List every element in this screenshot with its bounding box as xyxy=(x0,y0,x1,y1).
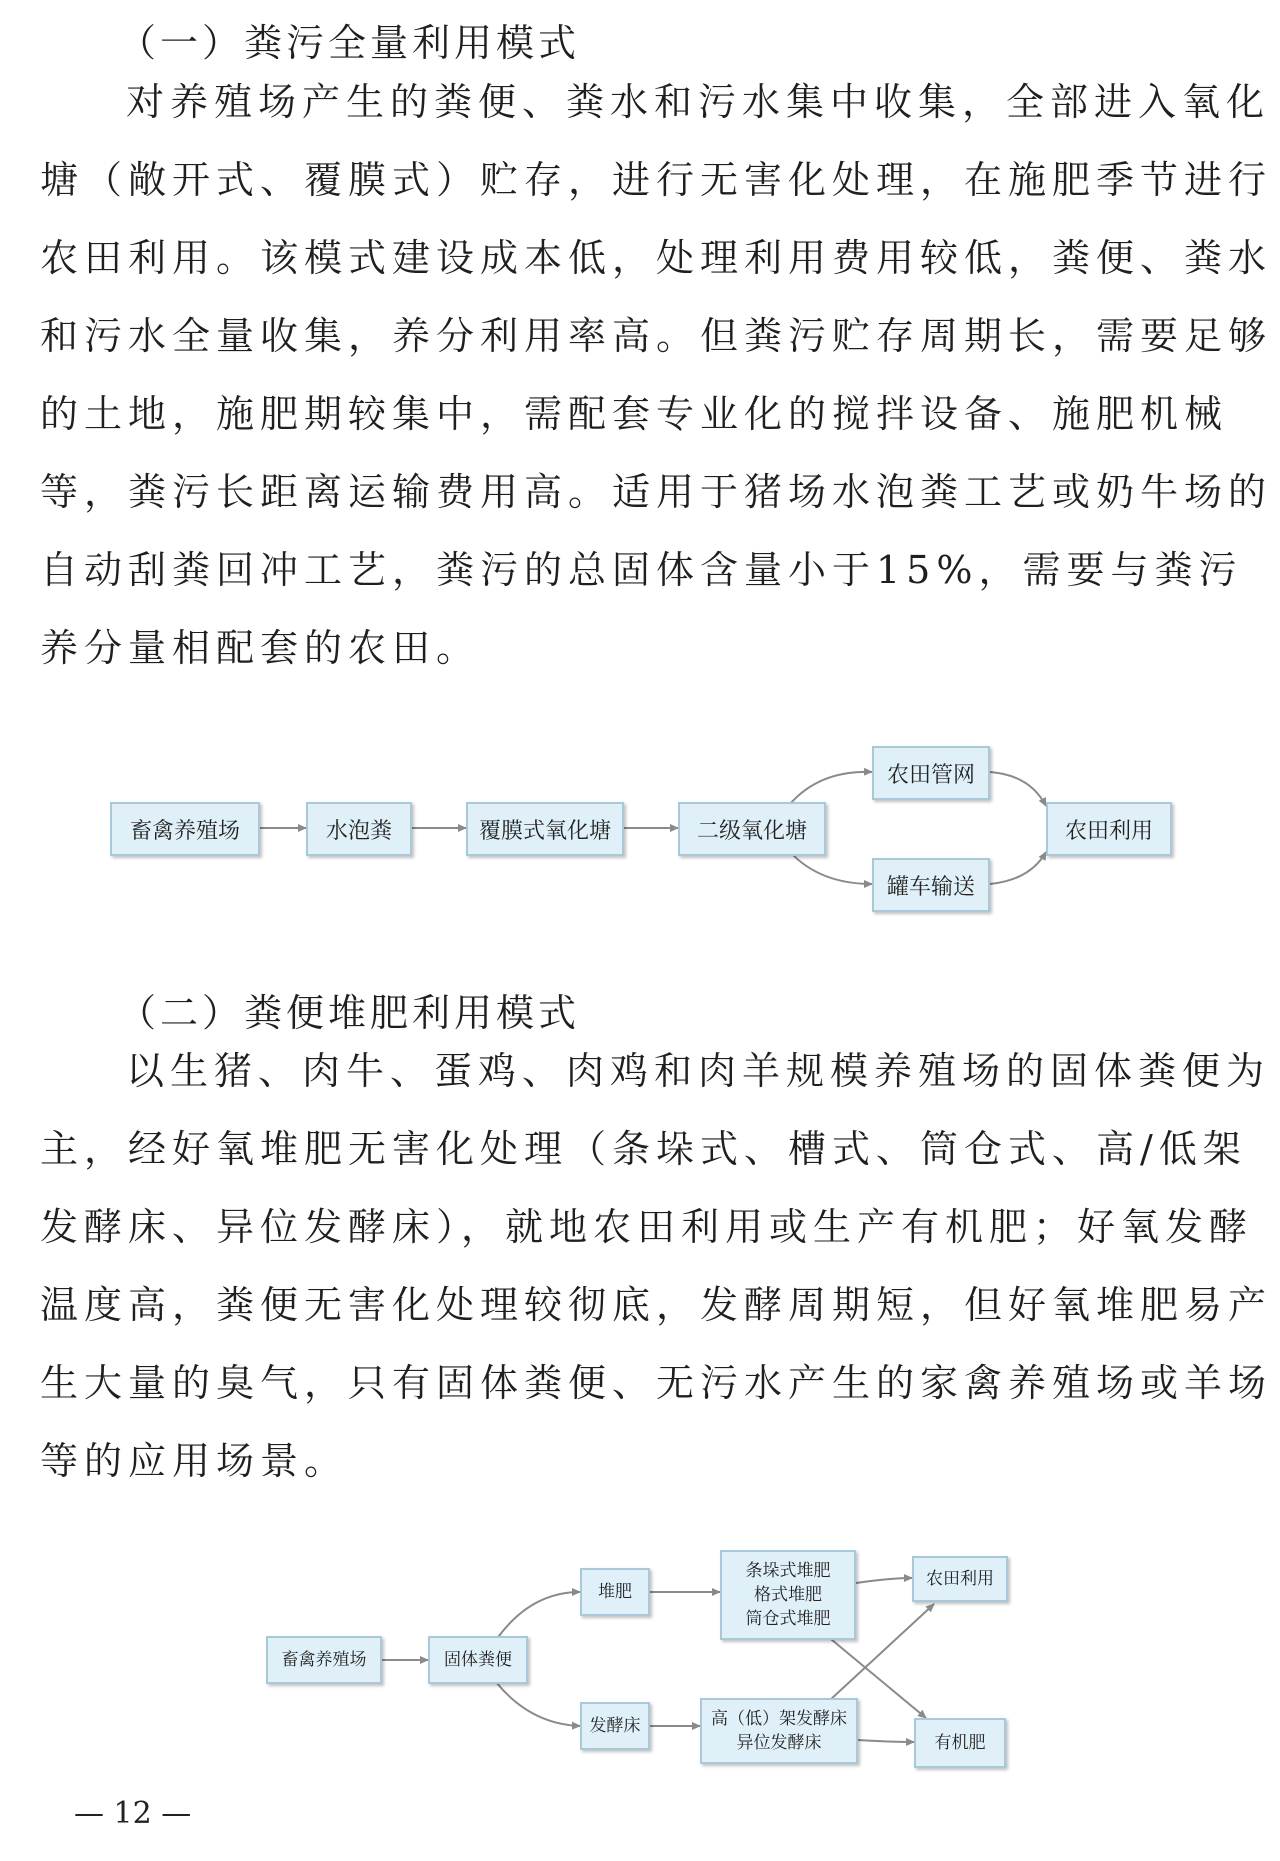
node-organic-fertilizer: 有机肥 xyxy=(914,1718,1006,1768)
section1-heading: （一）粪污全量利用模式 xyxy=(118,21,581,65)
node-field-use: 农田利用 xyxy=(912,1556,1008,1602)
compost-type-windrow: 条垛式堆肥 xyxy=(745,1561,831,1581)
page-number-footer xyxy=(74,1796,191,1831)
node-tanker: 罐车输送 xyxy=(872,858,990,912)
node-field-pipe: 农田管网 xyxy=(872,746,990,800)
paragraph-line: 自动刮粪回冲工艺，粪污的总固体含量小于15%，需要与粪污 xyxy=(40,548,1243,592)
node-film-lagoon: 覆膜式氧化塘 xyxy=(466,802,624,856)
node-compost-types xyxy=(720,1550,856,1640)
node-farm: 畜禽养殖场 xyxy=(266,1636,382,1684)
dash-right: — xyxy=(161,1796,192,1831)
paragraph-line: 发酵床、异位发酵床），就地农田利用或生产有机肥；好氧发酵 xyxy=(40,1205,1254,1249)
paragraph-line: 温度高，粪便无害化处理较彻底，发酵周期短，但好氧堆肥易产 xyxy=(40,1283,1273,1327)
paragraph-line: 对养殖场产生的粪便、粪水和污水集中收集，全部进入氧化 xyxy=(126,80,1271,124)
paragraph-line: 生大量的臭气，只有固体粪便、无污水产生的家禽养殖场或羊场 xyxy=(40,1361,1273,1405)
bed-type-raised: 高（低）架发酵床 xyxy=(711,1709,847,1729)
paragraph-line: 和污水全量收集，养分利用率高。但粪污贮存周期长，需要足够 xyxy=(40,314,1273,358)
paragraph-line: 塘（敞开式、覆膜式）贮存，进行无害化处理，在施肥季节进行 xyxy=(40,158,1273,202)
arrow xyxy=(856,1578,912,1583)
dash-left: — xyxy=(74,1796,114,1831)
compost-type-silo: 筒仓式堆肥 xyxy=(745,1609,831,1629)
bed-type-ectopic: 异位发酵床 xyxy=(736,1733,822,1753)
node-bed-types xyxy=(700,1698,858,1764)
node-soaked-manure: 水泡粪 xyxy=(306,802,412,856)
page-number: 12 xyxy=(113,1796,152,1831)
paragraph-line: 农田利用。该模式建设成本低，处理利用费用较低，粪便、粪水 xyxy=(40,236,1273,280)
arrow xyxy=(858,1740,914,1742)
node-secondary-lagoon: 二级氧化塘 xyxy=(678,802,826,856)
paragraph-line: 等的应用场景。 xyxy=(40,1439,349,1483)
paragraph-line: 养分量相配套的农田。 xyxy=(40,626,481,670)
arrow xyxy=(496,1682,580,1726)
node-farm: 畜禽养殖场 xyxy=(110,802,260,856)
paragraph-line: 的土地，施肥期较集中，需配套专业化的搅拌设备、施肥机械 xyxy=(40,392,1229,436)
arrow xyxy=(496,1592,580,1640)
node-compost: 堆肥 xyxy=(580,1568,650,1616)
paragraph-line: 以生猪、肉牛、蛋鸡、肉鸡和肉羊规模养殖场的固体粪便为 xyxy=(126,1049,1271,1093)
section2-heading: （二）粪便堆肥利用模式 xyxy=(118,991,581,1035)
node-fermentation-bed: 发酵床 xyxy=(580,1702,650,1750)
paragraph-line: 等，粪污长距离运输费用高。适用于猪场水泡粪工艺或奶牛场的 xyxy=(40,470,1273,514)
node-field-use: 农田利用 xyxy=(1046,802,1172,856)
paragraph-line: 主，经好氧堆肥无害化处理（条垛式、槽式、筒仓式、高/低架 xyxy=(40,1127,1247,1171)
compost-type-trough: 格式堆肥 xyxy=(754,1585,822,1605)
node-solid-manure: 固体粪便 xyxy=(428,1636,528,1684)
